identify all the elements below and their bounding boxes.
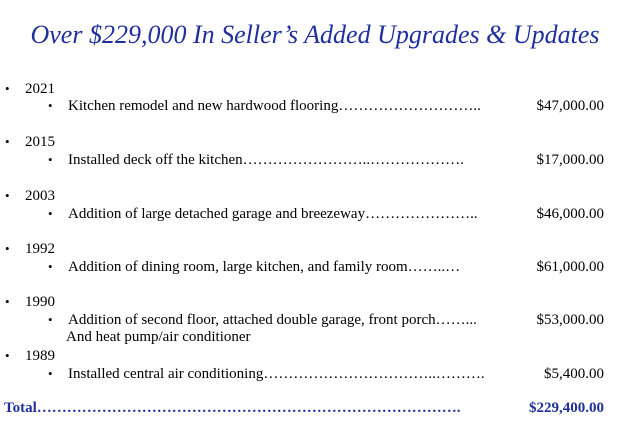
year-label: 1989 <box>25 348 55 364</box>
bullet-icon: • <box>48 152 53 167</box>
upgrade-description-continuation: And heat pump/air conditioner <box>66 329 251 345</box>
bullet-icon: • <box>5 188 10 203</box>
year-label: 2003 <box>25 188 55 204</box>
upgrade-description: Addition of dining room, large kitchen, and family room……..… <box>68 259 461 275</box>
year-label: 2015 <box>25 134 55 150</box>
upgrade-description: Addition of second floor, attached double garage, front porch……... <box>68 312 477 328</box>
total-amount: $229,400.00 <box>529 400 604 416</box>
upgrade-amount: $17,000.00 <box>536 152 604 168</box>
total-label: Total…………………………………………………………………………. <box>4 400 461 416</box>
bullet-icon: • <box>48 98 53 113</box>
bullet-icon: • <box>5 294 10 309</box>
upgrade-description: Kitchen remodel and new hardwood flooring……………………….. <box>68 98 481 114</box>
bullet-icon: • <box>48 206 53 221</box>
upgrade-amount: $61,000.00 <box>536 259 604 275</box>
upgrade-description: Installed central air conditioning……………………………..………. <box>68 366 485 382</box>
bullet-icon: • <box>48 259 53 274</box>
bullet-icon: • <box>5 134 10 149</box>
year-label: 1992 <box>25 241 55 257</box>
upgrade-description: Installed deck off the kitchen……………………..………………. <box>68 152 464 168</box>
bullet-icon: • <box>48 366 53 381</box>
upgrade-amount: $47,000.00 <box>536 98 604 114</box>
bullet-icon: • <box>5 348 10 363</box>
bullet-icon: • <box>48 312 53 327</box>
upgrade-amount: $5,400.00 <box>544 366 604 382</box>
upgrade-description: Addition of large detached garage and breezeway………………….. <box>68 206 478 222</box>
bullet-icon: • <box>5 81 10 96</box>
page-title: Over $229,000 In Seller’s Added Upgrades & Updates <box>30 20 600 49</box>
year-label: 1990 <box>25 294 55 310</box>
upgrade-amount: $46,000.00 <box>536 206 604 222</box>
upgrade-amount: $53,000.00 <box>536 312 604 328</box>
bullet-icon: • <box>5 241 10 256</box>
year-label: 2021 <box>25 81 55 97</box>
